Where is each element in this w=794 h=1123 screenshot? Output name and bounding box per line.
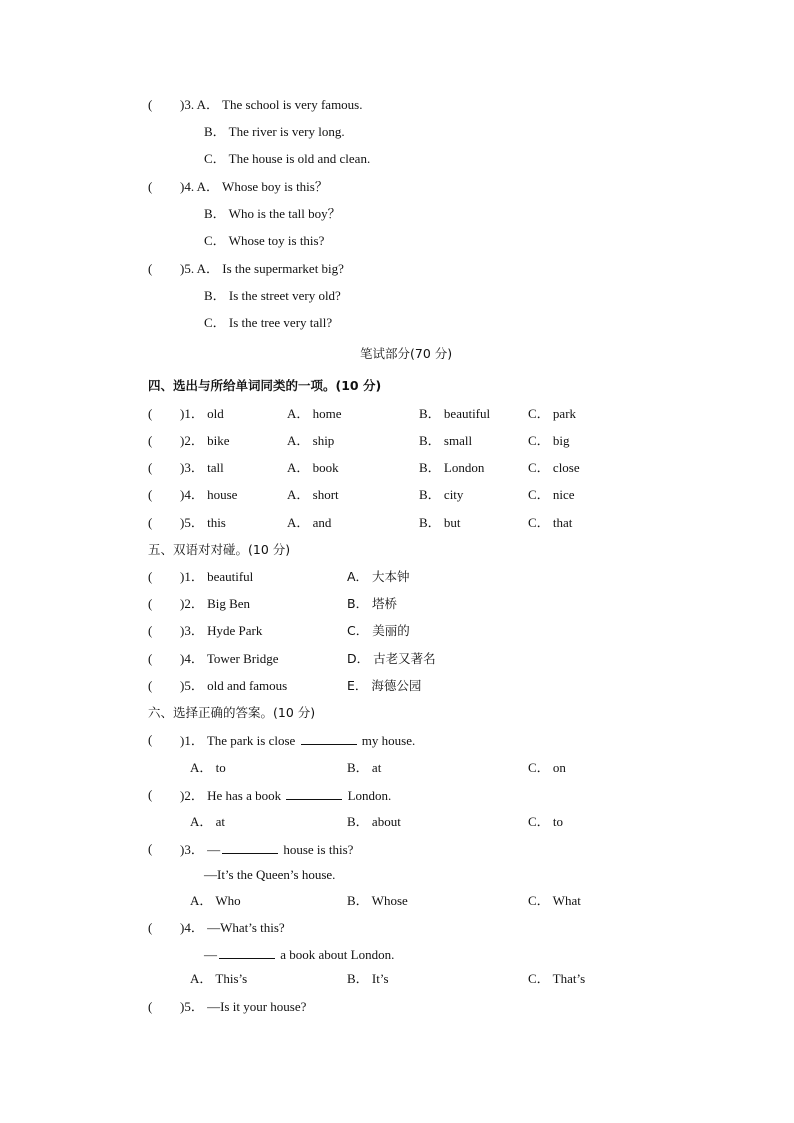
answer-blank[interactable] (222, 841, 278, 854)
option-c: C． on (528, 760, 566, 775)
option-c: C． park (528, 406, 577, 421)
answer-paren[interactable]: ( (148, 678, 153, 693)
option-b: B． but (419, 515, 461, 530)
stem-post: my house. (361, 733, 416, 748)
chinese-phrase: C． 美丽的 (347, 623, 410, 638)
question-stem: )5． —Is it your house? (180, 999, 307, 1014)
answer-paren[interactable]: ( (148, 487, 153, 502)
question-word: )4． house (180, 487, 238, 502)
answer-paren[interactable]: ( (148, 97, 153, 112)
option-a: A． ship (287, 433, 335, 448)
answer-paren[interactable]: ( (148, 406, 153, 421)
option-c: C． to (528, 814, 564, 829)
stem-pre: — (204, 947, 217, 962)
option-c: C． nice (528, 487, 575, 502)
option-a: A． short (287, 487, 339, 502)
answer-paren[interactable]: ( (148, 569, 153, 584)
option-a: A． Whose boy is this？ (196, 179, 328, 194)
chinese-phrase: D． 古老又著名 (347, 651, 436, 666)
question-4-a (180, 179, 328, 195)
q-num: )4. (180, 179, 195, 194)
stem-post: a book about London. (280, 947, 395, 962)
answer-blank[interactable] (219, 946, 275, 959)
answer-paren[interactable]: ( (148, 623, 153, 638)
option-c: C． That’s (528, 971, 586, 986)
section-4-title: 四、选出与所给单词同类的一项。(10 分) (148, 378, 382, 393)
answer-paren[interactable]: ( (148, 460, 153, 475)
stem-post: house is this? (283, 842, 354, 857)
stem-post: London. (347, 788, 392, 803)
option-b: B． London (419, 460, 485, 475)
answer-blank[interactable] (286, 787, 342, 800)
question-5-b: B． Is the street very old? (204, 288, 341, 303)
option-c: C． big (528, 433, 570, 448)
option-a: A． at (190, 814, 226, 829)
english-phrase: )4． Tower Bridge (180, 651, 279, 666)
option-c: C． close (528, 460, 580, 475)
option-c: C． What (528, 893, 581, 908)
option-a: A． Is the supermarket big? (196, 261, 344, 276)
question-word: )5． this (180, 515, 226, 530)
answer-blank[interactable] (301, 732, 357, 745)
option-a: A． home (287, 406, 342, 421)
answer-paren[interactable]: ( (148, 433, 153, 448)
option-a: A． and (287, 515, 332, 530)
stem-pre: )3． — (180, 842, 221, 857)
stem-pre: )1． The park is close (180, 733, 296, 748)
option-a: A． book (287, 460, 339, 475)
question-4-c: C． Whose toy is this? (204, 233, 325, 248)
section-6-title: 六、选择正确的答案。(10 分) (148, 705, 316, 720)
section-5-title: 五、双语对对碰。(10 分) (148, 542, 291, 557)
answer-paren[interactable]: ( (148, 841, 153, 856)
answer-paren[interactable]: ( (148, 651, 153, 666)
option-b: B． at (347, 760, 382, 775)
question-word: )2． bike (180, 433, 230, 448)
question-word: )1． old (180, 406, 224, 421)
answer-paren[interactable]: ( (148, 787, 153, 802)
q-num: )3. (180, 97, 195, 112)
question-stem: )4． —What’s this? (180, 920, 285, 935)
question-3-c: C． The house is old and clean. (204, 151, 371, 166)
option-b: B． beautiful (419, 406, 491, 421)
answer-paren[interactable]: ( (148, 179, 153, 194)
option-b: B． small (419, 433, 473, 448)
option-c: C． that (528, 515, 573, 530)
english-phrase: )1． beautiful (180, 569, 254, 584)
q-num: )5. (180, 261, 195, 276)
option-a: A． to (190, 760, 226, 775)
answer-paren[interactable]: ( (148, 261, 153, 276)
question-word: )3． tall (180, 460, 224, 475)
stem-pre: )2． He has a book (180, 788, 282, 803)
dialog-reply (204, 946, 394, 963)
answer-paren[interactable]: ( (148, 732, 153, 747)
option-b: B． Whose (347, 893, 408, 908)
question-5-a (180, 261, 344, 277)
answer-paren[interactable]: ( (148, 596, 153, 611)
question-5-c: C． Is the tree very tall? (204, 315, 333, 330)
english-phrase: )3． Hyde Park (180, 623, 263, 638)
question-stem (180, 732, 415, 749)
dialog-reply: —It’s the Queen’s house. (204, 867, 336, 882)
option-a: A． Who (190, 893, 241, 908)
chinese-phrase: A． 大本钟 (347, 569, 410, 584)
answer-paren[interactable]: ( (148, 515, 153, 530)
option-a: A． This’s (190, 971, 248, 986)
chinese-phrase: B． 塔桥 (347, 596, 398, 611)
question-3-a (180, 97, 363, 113)
question-3-b: B． The river is very long. (204, 124, 345, 139)
question-stem (180, 841, 353, 858)
option-b: B． It’s (347, 971, 389, 986)
written-section-header: 笔试部分(70 分) (360, 346, 453, 361)
question-4-b: B． Who is the tall boy？ (204, 206, 341, 221)
question-stem (180, 787, 391, 804)
english-phrase: )2． Big Ben (180, 596, 251, 611)
chinese-phrase: E． 海德公园 (347, 678, 422, 693)
english-phrase: )5． old and famous (180, 678, 288, 693)
answer-paren[interactable]: ( (148, 920, 153, 935)
option-b: B． about (347, 814, 401, 829)
option-b: B． city (419, 487, 464, 502)
option-a: A． The school is very famous. (196, 97, 363, 112)
answer-paren[interactable]: ( (148, 999, 153, 1014)
